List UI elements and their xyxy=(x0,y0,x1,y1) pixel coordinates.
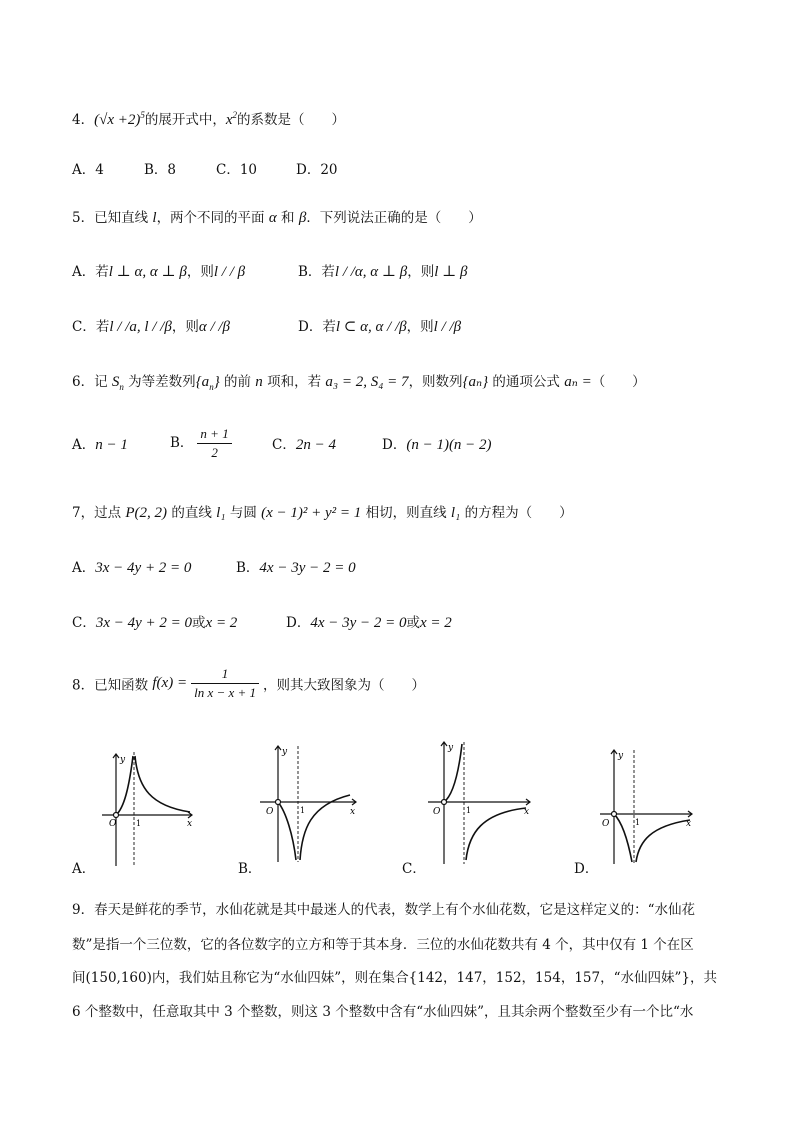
q7-option-c[interactable]: C．3x − 4y + 2 = 0或x = 2 xyxy=(72,615,238,631)
svg-text:1: 1 xyxy=(635,818,641,827)
q7-option-a[interactable]: A．3x − 4y + 2 = 0 xyxy=(72,560,192,576)
q7-options-row1 xyxy=(72,556,356,577)
svg-text:O: O xyxy=(266,807,274,817)
svg-text:x: x xyxy=(524,807,530,817)
q6-options xyxy=(72,426,492,461)
q7-options-row2 xyxy=(72,611,452,632)
q8-graph-d[interactable] xyxy=(596,746,696,866)
q4-option-b[interactable]: B．8 xyxy=(144,162,177,178)
q4-expr: $(√x +2)^5$ xyxy=(94,110,145,128)
q4-stem: 4．$(√x +2)^5$的展开式中，$x^2$的系数是（ ） xyxy=(72,110,346,128)
q8-label-b[interactable]: B． xyxy=(238,861,262,877)
q9-line-3: 间(150,160)内，我们姑且称它为“水仙四妹”，则在集合{142，147，152，154，157，“水仙四妹”}，共 xyxy=(72,970,717,986)
q9-line-1: 9．春天是鲜花的季节，水仙花就是其中最迷人的代表，数学上有个水仙花数，它是这样定义的：“水仙花 xyxy=(72,902,695,918)
q9-line-2: 数”是指一个三位数，它的各位数字的立方和等于其本身．三位的水仙花数共有 4 个，其中仅有 1 个在区 xyxy=(72,937,694,953)
svg-text:1: 1 xyxy=(466,806,472,815)
q6-option-c[interactable]: C．2n − 4 xyxy=(272,437,336,453)
origin-label: O xyxy=(109,819,117,829)
q9-line-4: 6 个整数中，任意取其中 3 个整数，则这 3 个整数中含有“水仙四妹”，且其余两个整数至少有一个比“水 xyxy=(72,1004,694,1020)
q7-stem: 7，过点 P(2, 2) 的直线 l₁ 与圆 (x − 1)² + y² = 1 相切，则直线 l₁ 的方程为（ ） xyxy=(72,505,573,521)
q7-option-d[interactable]: D．4x − 3y − 2 = 0或x = 2 xyxy=(286,615,452,631)
q8-graph-b[interactable] xyxy=(258,740,358,865)
q5-option-d[interactable]: D．若l ⊂ α, α / /β，则l / /β xyxy=(298,319,462,335)
q5-options-row1 xyxy=(72,260,468,281)
svg-text:y: y xyxy=(282,747,288,757)
q4-option-a[interactable]: A．4 xyxy=(72,162,104,178)
svg-text:O: O xyxy=(602,819,610,829)
q8-graph-c[interactable] xyxy=(424,738,534,866)
q6-stem: 6．记 $S_n$ 为等差数列$\{a_n\}$ 的前 n 项和，若 a₃ = 2, S₄ = 7，则数列{aₙ} 的通项公式 aₙ =（ ） xyxy=(72,374,646,392)
svg-text:O: O xyxy=(433,807,441,817)
svg-text:x: x xyxy=(350,807,356,817)
svg-text:y: y xyxy=(618,751,624,761)
q8-graph-a[interactable] xyxy=(96,748,196,868)
origin-hole xyxy=(114,813,119,818)
x-label: x xyxy=(187,819,193,829)
q8-label-d[interactable]: D． xyxy=(574,861,599,877)
q8-stem: 8．已知函数 f(x) = $\frac{1}{\text{ln x − x + 1}}$ ，则其大致图象为（ ） xyxy=(72,666,426,700)
q5-option-b[interactable]: B．若l / /α, α ⊥ β，则l ⊥ β xyxy=(298,264,468,280)
y-label: y xyxy=(120,755,126,765)
q6-option-b[interactable]: B． $\frac{n + 1}{2}$ xyxy=(170,426,272,461)
q4-option-c[interactable]: C．10 xyxy=(216,162,258,178)
q6-option-d[interactable]: D．(n − 1)(n − 2) xyxy=(382,437,492,453)
svg-text:1: 1 xyxy=(300,806,306,815)
one-label: 1 xyxy=(136,819,142,828)
q5-option-c[interactable]: C．若l / /a, l / /β，则α / /β xyxy=(72,319,231,335)
q5-option-a[interactable]: A．若l ⊥ α, α ⊥ β，则l / / β xyxy=(72,264,246,280)
q7-option-b[interactable]: B．4x − 3y − 2 = 0 xyxy=(236,560,356,576)
q6-option-a[interactable]: A．n − 1 xyxy=(72,437,128,453)
q5-options-row2 xyxy=(72,315,461,336)
svg-text:y: y xyxy=(448,743,454,753)
q8-label-a[interactable]: A． xyxy=(72,861,96,877)
q5-stem: 5．已知直线 l，两个不同的平面 α 和 β．下列说法正确的是（ ） xyxy=(72,210,482,226)
curve-right xyxy=(135,756,190,812)
q4-option-d[interactable]: D．20 xyxy=(296,162,338,178)
q8-label-c[interactable]: C． xyxy=(402,861,426,877)
q4-options xyxy=(72,158,338,178)
svg-text:x: x xyxy=(686,819,692,829)
